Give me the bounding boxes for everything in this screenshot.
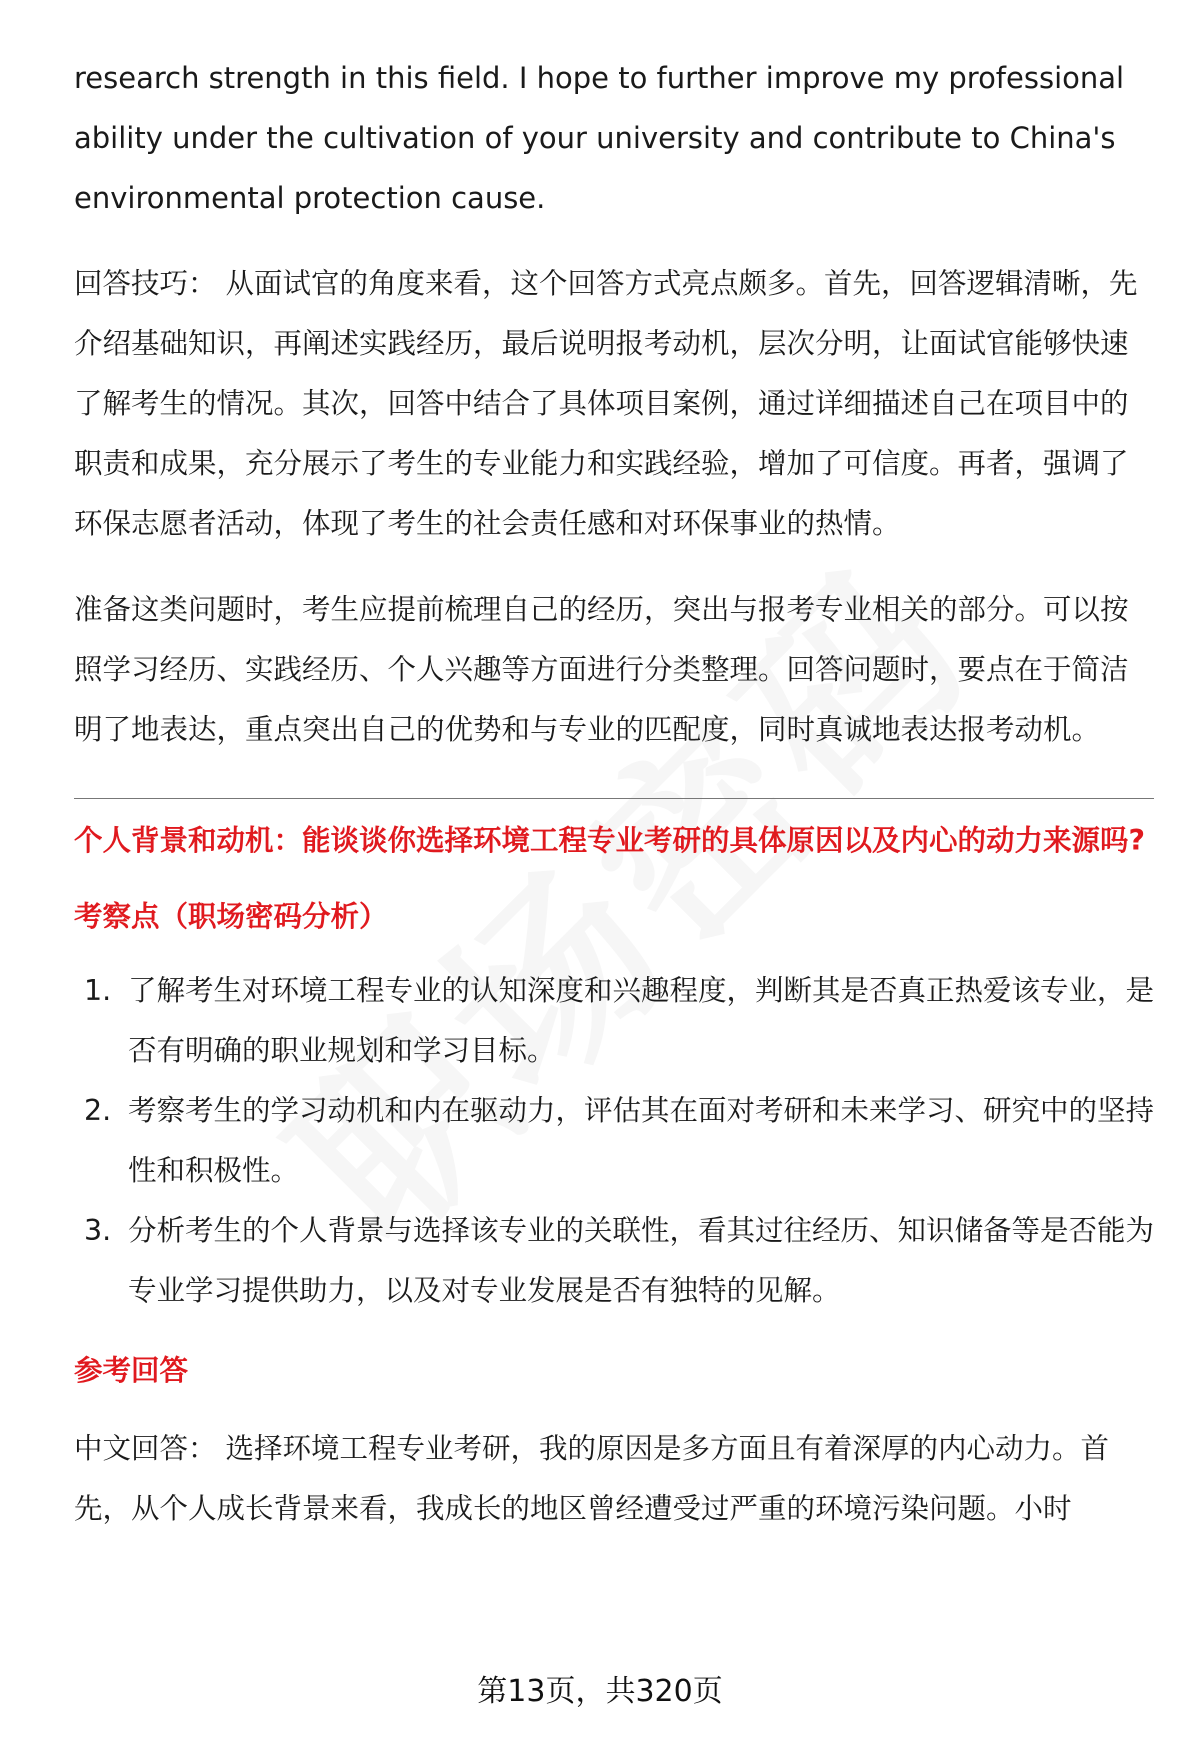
page-number: 第13页，共320页 xyxy=(477,1674,723,1709)
section-divider xyxy=(74,798,1154,799)
list-item-text: 考察考生的学习动机和内在驱动力，评估其在面对考研和未来学习、研究中的坚持性和积极性。 xyxy=(128,1094,1155,1187)
chinese-answer-paragraph: 中文回答： 选择环境工程专业考研，我的原因是多方面且有着深厚的内心动力。首先，从个人成长背景来看，我成长的地区曾经遭受过严重的环境污染问题。小时 xyxy=(74,1432,1110,1525)
list-item-text: 分析考生的个人背景与选择该专业的关联性，看其过往经历、知识储备等是否能为专业学习提供助力，以及对专业发展是否有独特的见解。 xyxy=(128,1214,1155,1307)
list-item xyxy=(74,1201,1154,1321)
reference-answer-heading: 参考回答 xyxy=(74,1354,189,1387)
list-item-number: 3. xyxy=(84,1214,112,1247)
question-title: 个人背景和动机：能谈谈你选择环境工程专业考研的具体原因以及内心的动力来源吗? xyxy=(74,824,1146,857)
document-page xyxy=(74,48,1154,1539)
list-item-number: 2. xyxy=(84,1094,112,1127)
list-item-number: 1. xyxy=(84,974,112,1007)
assessment-heading: 考察点（职场密码分析） xyxy=(74,900,388,933)
english-answer-paragraph: research strength in this field. I hope to further improve my professional ability under the cultivation of your university and contribute to China's environmental protection cause. xyxy=(74,61,1125,215)
assessment-points-list xyxy=(74,961,1154,1321)
list-item xyxy=(74,1081,1154,1201)
preparation-tips-paragraph: 准备这类问题时，考生应提前梳理自己的经历，突出与报考专业相关的部分。可以按照学习经历、实践经历、个人兴趣等方面进行分类整理。回答问题时，要点在于简洁明了地表达，重点突出自己的优势和与专业的匹配度，同时真诚地表达报考动机。 xyxy=(74,593,1129,746)
list-item xyxy=(74,961,1154,1081)
list-item-text: 了解考生对环境工程专业的认知深度和兴趣程度，判断其是否真正热爱该专业，是否有明确的职业规划和学习目标。 xyxy=(128,974,1155,1067)
answer-tips-paragraph: 回答技巧： 从面试官的角度来看，这个回答方式亮点颇多。首先，回答逻辑清晰，先介绍基础知识，再阐述实践经历，最后说明报考动机，层次分明，让面试官能够快速了解考生的情况。其次，回答中结合了具体项目案例，通过详细描述自己在项目中的职责和成果，充分展示了考生的专业能力和实践经验，增加了可信度。再者，强调了环保志愿者活动，体现了考生的社会责任感和对环保事业的热情。 xyxy=(74,267,1138,540)
